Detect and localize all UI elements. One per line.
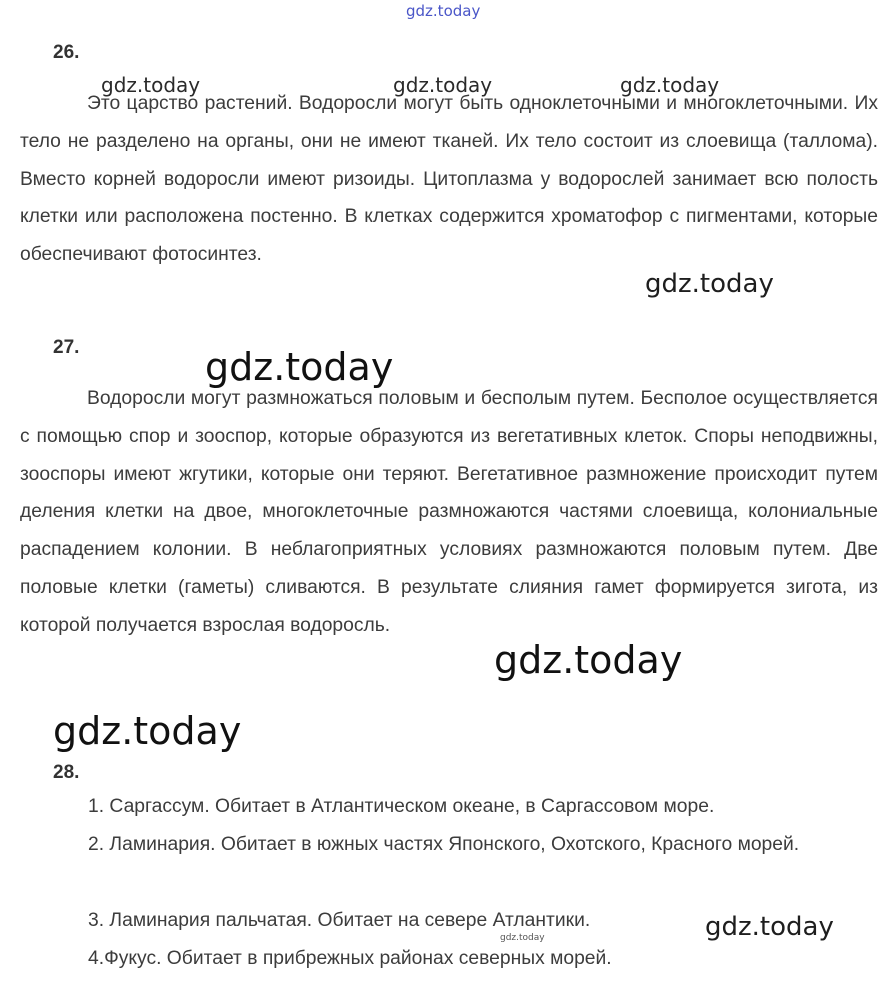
task-28-item-3: 3. Ламинария пальчатая. Обитает на севере Атлантики. bbox=[88, 910, 591, 931]
watermark: gdz.today bbox=[53, 709, 242, 753]
task-28-number: 28. bbox=[53, 762, 80, 783]
task-28-item-4: 4.Фукус. Обитает в прибрежных районах северных морей. bbox=[88, 948, 612, 969]
watermark: gdz.today bbox=[494, 638, 683, 682]
task-26-number: 26. bbox=[53, 42, 80, 63]
watermark: gdz.today bbox=[645, 269, 774, 299]
watermark: gdz.today bbox=[620, 73, 720, 97]
watermark-top: gdz.today bbox=[406, 2, 481, 20]
watermark: gdz.today bbox=[393, 73, 493, 97]
task-28-item-2: 2. Ламинария. Обитает в южных частях Японского, Охотского, Красного морей. bbox=[88, 834, 800, 855]
watermark: gdz.today bbox=[101, 73, 201, 97]
task-27-body: Водоросли могут размножаться половым и бесполым путем. Бесполое осуществляется с помощью спор и зооспор, которые образуются из вегетативных клеток. Споры неподвижны, зооспоры имеют жгутики, которые они теряют. Вегетативное размножение происходит путем деления клетки на двое, многоклеточные размножаются частями слоевища, колониальные распадением колонии. В неблагоприятных условиях размножаются половым путем. Две половые клетки (гаметы) сливаются. В результате слияния гамет формируется зигота, из которой получается взрослая водоросль. bbox=[20, 388, 878, 636]
watermark: gdz.today bbox=[205, 345, 394, 389]
watermark: gdz.today bbox=[705, 912, 834, 942]
task-26-body: Это царство растений. Водоросли могут быть одноклеточными и многоклеточными. Их тело не разделено на органы, они не имеют тканей. Их тело состоит из слоевища (таллома). Вместо корней водоросли имеют ризоиды. Цитоплазма у водорослей занимает всю полость клетки или расположена постенно. В клетках содержится хроматофор с пигментами, которые обеспечивают фотосинтез. bbox=[20, 93, 878, 266]
task-26-text bbox=[20, 85, 878, 274]
task-28-item-1: 1. Саргассум. Обитает в Атлантическом океане, в Саргассовом море. bbox=[88, 796, 715, 817]
task-27-text bbox=[20, 380, 878, 645]
watermark: gdz.today bbox=[500, 933, 545, 943]
task-27-number: 27. bbox=[53, 337, 80, 358]
